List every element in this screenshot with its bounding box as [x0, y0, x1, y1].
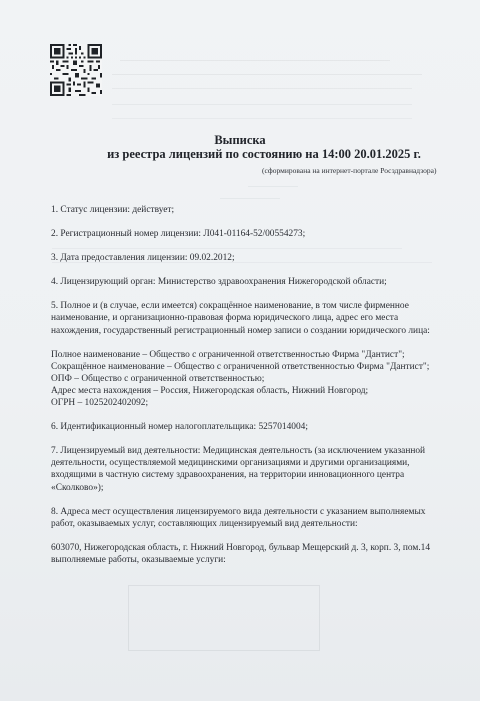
activity-line-2: деятельности, осуществляемой медицинскими организациями и другими организациями, — [51, 458, 410, 469]
full-name: Полное наименование – Общество с ограниченной ответственностью Фирма "Дантист"; — [51, 349, 405, 360]
address: Адрес места нахождения – Россия, Нижегородская область, Нижний Новгород; — [51, 385, 369, 396]
places-line-2: работ, оказываемых услуг, составляющих лицензируемый вид деятельности: — [51, 518, 358, 529]
item5-line-2: наименование, и организационно-правовая форма юридического лица, адрес его места — [51, 313, 399, 324]
item-authority: 4. Лицензирующий орган: Министерство здравоохранения Нижегородской области; — [51, 277, 387, 288]
item-inn: 6. Идентификационный номер налогоплательщика: 5257014004; — [51, 422, 308, 433]
activity-line-1: 7. Лицензируемый вид деятельности: Медицинская деятельность (за исключением указанной — [51, 446, 426, 457]
generated-note: (сформирована на интернет-портале Росздравнадзора) — [262, 166, 437, 175]
location-line-2: выполняемые работы, оказываемые услуги: — [51, 554, 226, 565]
qr-code-icon — [50, 44, 102, 96]
places-line-1: 8. Адреса мест осуществления лицензируемого вида деятельности с указанием выполняемых — [51, 506, 426, 517]
document-title: Выписка — [214, 133, 266, 147]
item-issue-date: 3. Дата предоставления лицензии: 09.02.2012; — [51, 253, 235, 264]
document-subtitle: из реестра лицензий по состоянию на 14:00 20.01.2025 г. — [107, 147, 421, 161]
ogrn: ОГРН – 1025202402092; — [51, 398, 149, 409]
activity-line-4: «Сколково»); — [51, 482, 104, 493]
item-status: 1. Статус лицензии: действует; — [51, 205, 175, 215]
document-body — [51, 204, 451, 566]
item5-line-1: 5. Полное и (в случае, если имеется) сокращённое наименование, в том числе фирменное — [51, 301, 409, 312]
opf: ОПФ – Общество с ограниченной ответственностью; — [51, 373, 265, 384]
short-name: Сокращённое наименование – Общество с ограниченной ответственностью Фирма "Дантист"; — [51, 361, 430, 372]
item-reg-number: 2. Регистрационный номер лицензии: Л041-01164-52/00554273; — [51, 229, 306, 240]
location-line-1: 603070, Нижегородская область, г. Нижний Новгород, бульвар Мещерский д. 3, корп. 3, пом.14 — [51, 542, 431, 553]
item5-line-3: нахождения, государственный регистрационный номер записи о создании юридического лица: — [51, 325, 430, 336]
activity-line-3: входящими в частную систему здравоохранения, на территории инновационного центра — [51, 470, 405, 481]
faint-stamp-outline — [128, 585, 320, 651]
